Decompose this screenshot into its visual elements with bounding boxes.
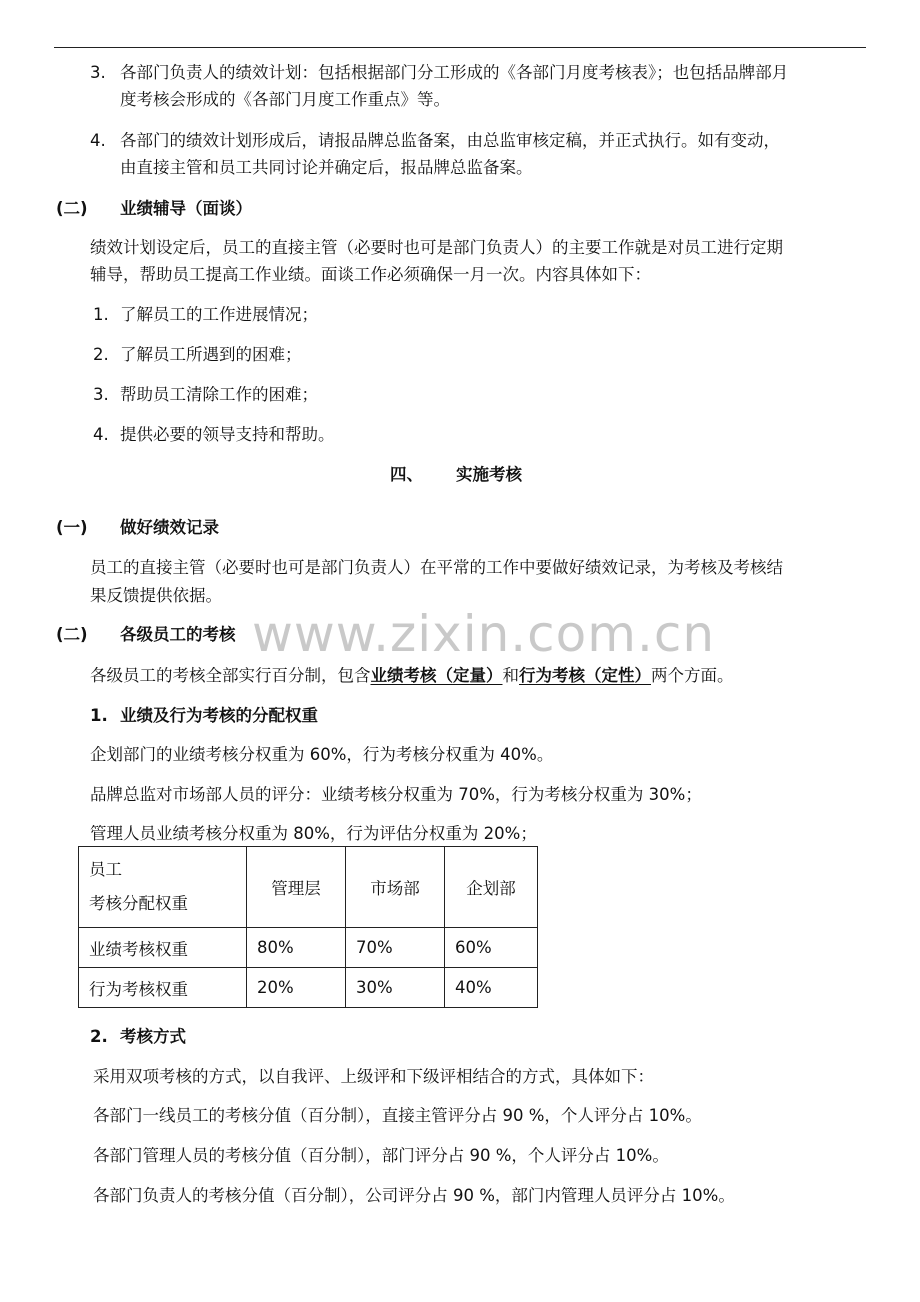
table-cell: 60%	[445, 928, 538, 968]
subsection-heading: 业绩及行为考核的分配权重	[120, 706, 318, 725]
section-heading: 各级员工的考核	[120, 625, 236, 644]
paragraph-line: 各部门负责人的考核分值（百分制），公司评分占 90 %，部门内管理人员评分占 10%。	[93, 1186, 735, 1205]
list-item-text: 了解员工的工作进展情况；	[120, 305, 318, 324]
header-rule	[54, 47, 866, 48]
column-header: 管理层	[247, 847, 346, 928]
table-cell: 80%	[247, 928, 346, 968]
paragraph-line: 各部门一线员工的考核分值（百分制），直接主管评分占 90 %，个人评分占 10%。	[93, 1106, 702, 1125]
list-number: 3.	[90, 63, 106, 82]
table-cell: 40%	[445, 968, 538, 1008]
paragraph-line: 辅导，帮助员工提高工作业绩。面谈工作必须确保一月一次。内容具体如下：	[90, 265, 651, 284]
table-cell: 20%	[247, 968, 346, 1008]
paragraph-line: 绩效计划设定后，员工的直接主管（必要时也可是部门负责人）的主要工作就是对员工进行定期	[90, 238, 783, 257]
performance-assessment-term: 业绩考核（定量）	[370, 666, 503, 685]
list-item-text: 各部门负责人的绩效计划：包括根据部门分工形成的《各部门月度考核表》；也包括品牌部月	[120, 63, 789, 82]
chapter-number: 四、	[390, 465, 423, 484]
list-item-text: 由直接主管和员工共同讨论并确定后，报品牌总监备案。	[120, 158, 533, 177]
paragraph-line: 果反馈提供依据。	[90, 586, 222, 605]
corner-bottom-label: 考核分配权重	[89, 894, 188, 913]
section-heading: 做好绩效记录	[120, 518, 219, 537]
list-item-text: 提供必要的领导支持和帮助。	[120, 425, 335, 444]
paragraph-line: 企划部门的业绩考核分权重为 60%，行为考核分权重为 40%。	[90, 745, 554, 764]
column-header: 企划部	[445, 847, 538, 928]
paragraph-line: 管理人员业绩考核分权重为 80%，行为评估分权重为 20%；	[90, 824, 537, 843]
paragraph-line: 各部门管理人员的考核分值（百分制），部门评分占 90 %，个人评分占 10%。	[93, 1146, 669, 1165]
paragraph-line: 员工的直接主管（必要时也可是部门负责人）在平常的工作中要做好绩效记录，为考核及考核结	[90, 558, 783, 577]
behavior-assessment-term: 行为考核（定性）	[519, 666, 651, 685]
corner-top-label: 员工	[89, 860, 122, 879]
row-label: 业绩考核权重	[79, 928, 247, 968]
intro-text: 两个方面。	[651, 666, 734, 685]
list-item-text: 各部门的绩效计划形成后，请报品牌总监备案，由总监审核定稿，并正式执行。如有变动，	[120, 131, 780, 150]
list-number: 2.	[93, 345, 109, 364]
paragraph-line: 品牌总监对市场部人员的评分：业绩考核分权重为 70%，行为考核分权重为 30%；	[90, 785, 702, 804]
section-heading: 业绩辅导（面谈）	[120, 199, 252, 218]
chapter-heading: 实施考核	[456, 465, 522, 484]
section-number: (二)	[56, 625, 88, 644]
weight-table	[78, 846, 538, 1008]
table-row	[79, 968, 538, 1008]
subsection-number: 2.	[90, 1027, 108, 1046]
table-cell: 70%	[346, 928, 445, 968]
list-number: 3.	[93, 385, 109, 404]
list-item-text: 度考核会形成的《各部门月度工作重点》等。	[120, 90, 450, 109]
row-label: 行为考核权重	[79, 968, 247, 1008]
subsection-heading: 考核方式	[120, 1027, 186, 1046]
subsection-number: 1.	[90, 706, 108, 725]
column-header: 市场部	[346, 847, 445, 928]
section-number: (一)	[56, 518, 88, 537]
table-row	[79, 928, 538, 968]
table-cell: 30%	[346, 968, 445, 1008]
paragraph-line: 采用双项考核的方式，以自我评、上级评和下级评相结合的方式，具体如下：	[93, 1067, 654, 1086]
watermark: www.zixin.com.cn	[252, 605, 716, 663]
table-header-row	[79, 847, 538, 928]
list-number: 1.	[93, 305, 109, 324]
list-number: 4.	[93, 425, 109, 444]
intro-paragraph	[90, 665, 734, 687]
table-corner-cell	[79, 847, 247, 928]
list-item-text: 了解员工所遇到的困难；	[120, 345, 302, 364]
intro-text: 各级员工的考核全部实行百分制，包含	[90, 666, 371, 685]
list-number: 4.	[90, 131, 106, 150]
list-item-text: 帮助员工清除工作的困难；	[120, 385, 318, 404]
intro-text: 和	[502, 666, 519, 685]
section-number: (二)	[56, 199, 88, 218]
